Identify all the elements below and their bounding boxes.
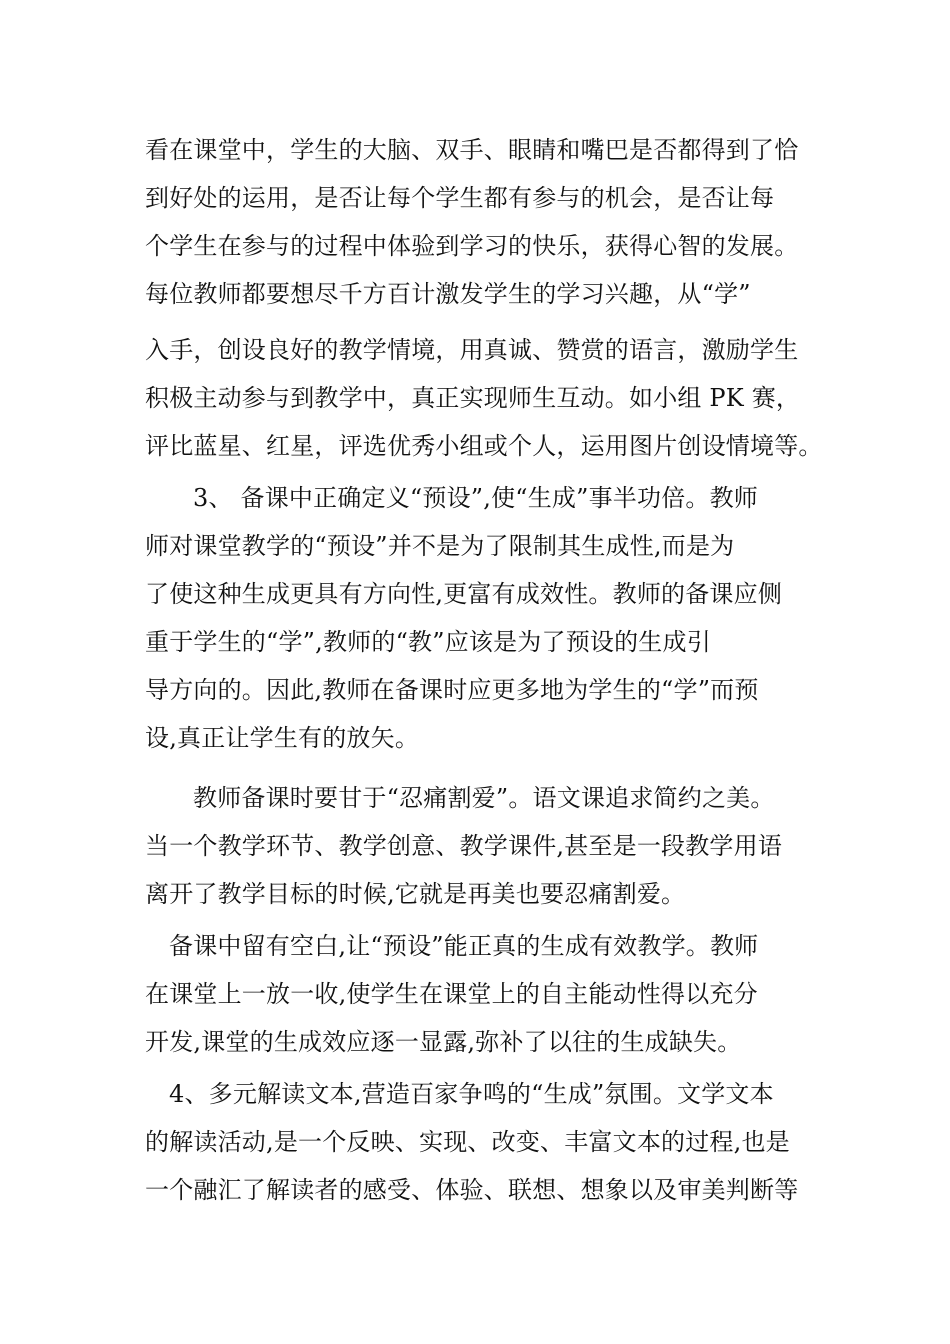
text-line: 看在课堂中，学生的大脑、双手、眼睛和嘴巴是否都得到了恰	[145, 136, 799, 164]
text-line: 积极主动参与到教学中，真正实现师生互动。如小组 PK 赛，	[145, 384, 801, 412]
text-line: 离开了教学目标的时候,它就是再美也要忍痛割爱。	[145, 880, 686, 908]
text-line: 重于学生的“学”,教师的“教”应该是为了预设的生成引	[145, 628, 711, 656]
text-line: 的解读活动,是一个反映、实现、改变、丰富文本的过程,也是	[145, 1128, 790, 1156]
text-line: 入手，创设良好的教学情境，用真诚、赞赏的语言，激励学生	[145, 336, 799, 364]
text-line: 每位教师都要想尽千方百计激发学生的学习兴趣，从“学”	[145, 280, 751, 308]
text-line: 在课堂上一放一收,使学生在课堂上的自主能动性得以充分	[145, 980, 758, 1008]
text-line: 开发,课堂的生成效应逐一显露,弥补了以往的生成缺失。	[145, 1028, 742, 1056]
text-line: 师对课堂教学的“预设”并不是为了限制其生成性,而是为	[145, 532, 735, 560]
text-line: 导方向的。因此,教师在备课时应更多地为学生的“学”而预	[145, 676, 759, 704]
text-line: 一个融汇了解读者的感受、体验、联想、想象以及审美判断等	[145, 1176, 799, 1204]
text-line: 个学生在参与的过程中体验到学习的快乐，获得心智的发展。	[145, 232, 799, 260]
paragraph-start: 教师备课时要甘于“忍痛割爱”。语文课追求简约之美。	[193, 784, 775, 812]
text-line: 当一个教学环节、教学创意、教学课件,甚至是一段教学用语	[145, 832, 783, 860]
text-line: 到好处的运用，是否让每个学生都有参与的机会，是否让每	[145, 184, 775, 212]
section-heading-4: 4、多元解读文本,营造百家争鸣的“生成”氛围。文学文本	[169, 1080, 774, 1108]
text-line: 了使这种生成更具有方向性,更富有成效性。教师的备课应侧	[145, 580, 783, 608]
paragraph-start: 备课中留有空白,让“预设”能正真的生成有效教学。教师	[169, 932, 759, 960]
section-heading-3: 3、 备课中正确定义“预设”,使“生成”事半功倍。教师	[193, 484, 759, 512]
text-line: 评比蓝星、红星，评选优秀小组或个人，运用图片创设情境等。	[145, 432, 823, 460]
text-line: 设,真正让学生有的放矢。	[145, 724, 420, 752]
